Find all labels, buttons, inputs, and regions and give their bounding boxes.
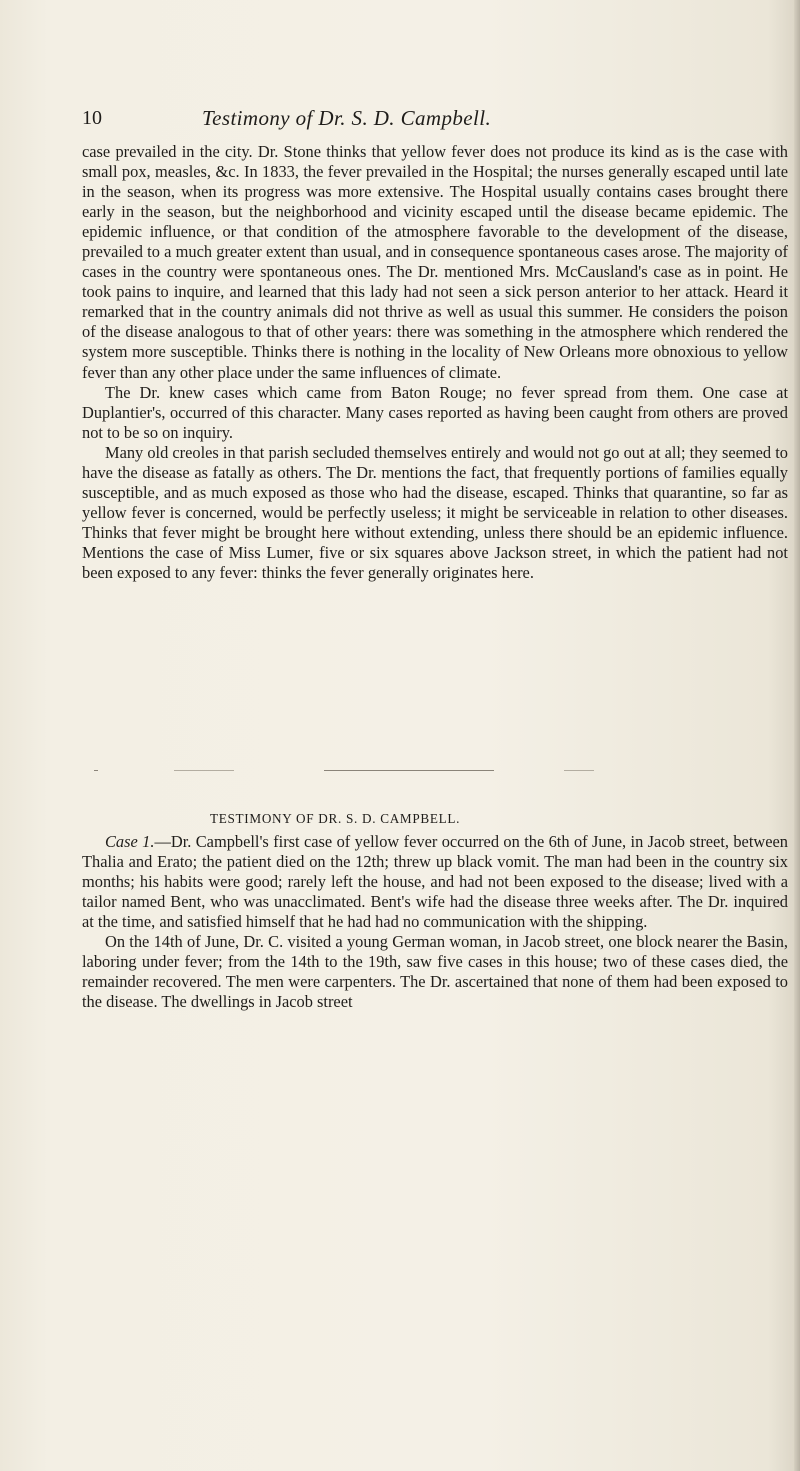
case-text: —Dr. Campbell's first case of yellow fever occurred on the 6th of June, in Jacob street, between Thalia and Erato; the patient died on the 12th; threw up black vomit. The man had been in the country six months; his habits were good; rarely left the house, and had not been exposed to the disease; lived with a tailor named Bent, who was unacclimated. Bent's wife had the disease three weeks after. The Dr. inquired at the time, and satisfied himself that he had had no communication with the shipping. (82, 832, 788, 932)
section-one-text (82, 142, 788, 583)
paragraph (82, 832, 788, 932)
paragraph: On the 14th of June, Dr. C. visited a young German woman, in Jacob street, one block nearer the Basin, laboring under fever; from the 14th to the 19th, saw five cases in this house; two of these cases died, the remainder recovered. The men were carpenters. The Dr. ascertained that none of them had been exposed to the disease. The dwellings in Jacob street (82, 932, 788, 1012)
paragraph: Many old creoles in that parish secluded themselves entirely and would not go out at all; they seemed to have the disease as fatally as others. The Dr. mentions the fact, that frequently portions of families equally susceptible, and as much exposed as those who had the disease, escaped. Thinks that quarantine, so far as yellow fever is concerned, would be perfectly useless; it might be serviceable in relation to other diseases. Thinks that fever might be brought here without extending, unless there should be an epidemic influence. Mentions the case of Miss Lumer, five or six squares above Jackson street, in which the patient had not been exposed to any fever: thinks the fever generally originates here. (82, 442, 788, 582)
page-number: 10 (82, 107, 102, 129)
section-divider (94, 770, 704, 772)
section-two-text (82, 832, 788, 1012)
case-label: Case 1. (105, 832, 155, 851)
running-head (82, 104, 722, 138)
paragraph: The Dr. knew cases which came from Baton Rouge; no fever spread from them. One case at Duplantier's, occurred of this character. Many cases reported as having been caught from others are proved not to be so on inquiry. (82, 382, 788, 442)
paragraph: case prevailed in the city. Dr. Stone thinks that yellow fever does not produce its kind as is the case with small pox, measles, &c. In 1833, the fever prevailed in the Hospital; the nurses generally escaped until late in the season, when its progress was more extensive. The Hospital usually contains cases brought there early in the season, but the neighborhood and vicinity escaped until the disease became epidemic. The epidemic influence, or that condition of the atmosphere favorable to the development of the disease, prevailed to a much greater extent than usual, and in consequence spontaneous cases arose. The majority of cases in the country were spontaneous ones. The Dr. mentioned Mrs. McCausland's case as in point. He took pains to inquire, and learned that this lady had not seen a sick person anterior to her attack. Heard it remarked that in the country animals did not thrive as well as usual this summer. He considers the poison of the disease analogous to that of other years: there was something in the atmosphere which rendered the system more susceptible. Thinks there is nothing in the locality of New Orleans more obnoxious to yellow fever than any other place under the same influences of climate. (82, 142, 788, 382)
running-title: Testimony of Dr. S. D. Campbell. (202, 106, 492, 130)
section-heading: TESTIMONY OF DR. S. D. CAMPBELL. (210, 811, 461, 826)
page-edge-shadow (794, 0, 800, 1471)
